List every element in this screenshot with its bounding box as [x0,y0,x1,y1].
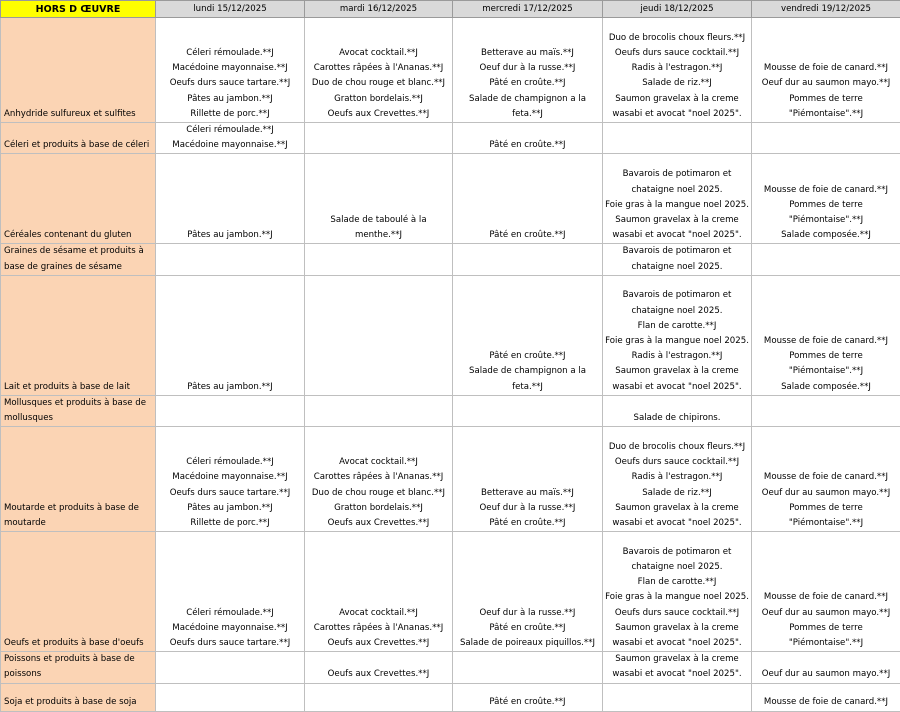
dish-item: Mousse de foie de canard.**J [754,470,898,485]
menu-cell-thursday [603,652,752,683]
dish-item: Oeufs durs sauce tartare.**J [158,76,302,91]
menu-cell-wednesday [453,652,603,683]
dish-item: Pâté en croûte.**J [455,228,600,243]
menu-cell-thursday [603,244,752,275]
dish-item: Mousse de foie de canard.**J [754,334,898,349]
dish-item: Pâté en croûte.**J [455,516,600,531]
dish-item: Flan de carotte.**J [605,319,749,334]
menu-body [1,18,900,712]
dish-item: Pommes de terre "Piémontaise".**J [754,92,898,122]
menu-cell-thursday [603,154,752,244]
dish-item: Avocat cocktail.**J [307,46,450,61]
dish-item: Bavarois de potimaron et chataigne noel 2025. [605,244,749,274]
menu-cell-tuesday [305,123,453,154]
dish-item: Mousse de foie de canard.**J [754,590,898,605]
dish-item: Saumon gravelax à la creme wasabi et avocat "noel 2025". [605,213,749,243]
dish-item: Salade composée.**J [754,380,898,395]
dish-item: Oeufs aux Crevettes.**J [307,636,450,651]
menu-cell-thursday [603,427,752,532]
dish-item: Oeufs durs sauce cocktail.**J [605,46,749,61]
menu-cell-friday [752,532,900,652]
dish-item: Saumon gravelax à la creme wasabi et avocat "noel 2025". [605,621,749,651]
allergen-row [1,244,900,275]
dish-item: Carottes râpées à l'Ananas.**J [307,621,450,636]
day-header-tuesday: mardi 16/12/2025 [305,1,453,18]
allergen-label: Mollusques et produits à base de mollusques [1,395,156,426]
dish-item: Saumon gravelax à la creme wasabi et avocat "noel 2025". [605,364,749,394]
menu-cell-friday [752,427,900,532]
allergen-row [1,275,900,395]
menu-cell-monday [156,532,305,652]
dish-item: Pommes de terre "Piémontaise".**J [754,349,898,379]
menu-cell-friday [752,154,900,244]
allergen-row [1,683,900,711]
dish-item: Carottes râpées à l'Ananas.**J [307,61,450,76]
dish-item: Pâté en croûte.**J [455,695,600,710]
menu-cell-tuesday [305,652,453,683]
dish-item: Salade de taboulé à la menthe.**J [307,213,450,243]
menu-cell-wednesday [453,275,603,395]
dish-item: Oeuf dur à la russe.**J [455,61,600,76]
dish-item: Pommes de terre "Piémontaise".**J [754,621,898,651]
menu-cell-friday [752,683,900,711]
allergen-row [1,395,900,426]
dish-item: Bavarois de potimaron et chataigne noel 2025. [605,288,749,318]
menu-cell-tuesday [305,395,453,426]
dish-item: Salade de riz.**J [605,486,749,501]
dish-item: Pommes de terre "Piémontaise".**J [754,501,898,531]
dish-item: Céleri rémoulade.**J [158,46,302,61]
allergen-label: Graines de sésame et produits à base de graines de sésame [1,244,156,275]
dish-item: Macédoine mayonnaise.**J [158,621,302,636]
dish-item: Pommes de terre "Piémontaise".**J [754,198,898,228]
menu-cell-tuesday [305,154,453,244]
menu-cell-monday [156,123,305,154]
dish-item: Betterave au maïs.**J [455,46,600,61]
dish-item: Salade de poireaux piquillos.**J [455,636,600,651]
dish-item: Oeufs durs sauce cocktail.**J [605,606,749,621]
dish-item: Radis à l'estragon.**J [605,349,749,364]
dish-item: Saumon gravelax à la creme wasabi et avocat "noel 2025". [605,92,749,122]
allergen-row [1,532,900,652]
allergen-row [1,427,900,532]
dish-item: Salade de champignon a la feta.**J [455,92,600,122]
menu-cell-monday [156,683,305,711]
allergen-label: Lait et produits à base de lait [1,275,156,395]
day-header-monday: lundi 15/12/2025 [156,1,305,18]
dish-item: Oeuf dur au saumon mayo.**J [754,667,898,682]
corner-label: HORS D ŒUVRE [1,1,156,18]
dish-item: Foie gras à la mangue noel 2025. [605,198,749,213]
dish-item: Oeufs aux Crevettes.**J [307,516,450,531]
dish-item: Macédoine mayonnaise.**J [158,61,302,76]
allergen-label: Oeufs et produits à base d'oeufs [1,532,156,652]
allergen-row [1,18,900,123]
menu-cell-thursday [603,532,752,652]
menu-cell-tuesday [305,244,453,275]
dish-item: Duo de chou rouge et blanc.**J [307,76,450,91]
allergen-row [1,154,900,244]
dish-item: Carottes râpées à l'Ananas.**J [307,470,450,485]
dish-item: Foie gras à la mangue noel 2025. [605,590,749,605]
menu-cell-wednesday [453,532,603,652]
menu-cell-wednesday [453,154,603,244]
menu-cell-monday [156,18,305,123]
dish-item: Radis à l'estragon.**J [605,470,749,485]
dish-item: Salade de champignon a la feta.**J [455,364,600,394]
menu-cell-friday [752,18,900,123]
menu-cell-monday [156,427,305,532]
dish-item: Macédoine mayonnaise.**J [158,138,302,153]
menu-cell-friday [752,275,900,395]
allergen-row [1,123,900,154]
allergen-label: Moutarde et produits à base de moutarde [1,427,156,532]
allergen-label: Poissons et produits à base de poissons [1,652,156,683]
dish-item: Pâtes au jambon.**J [158,92,302,107]
menu-cell-friday [752,244,900,275]
menu-cell-thursday [603,275,752,395]
dish-item: Oeufs durs sauce cocktail.**J [605,455,749,470]
menu-cell-wednesday [453,683,603,711]
menu-cell-monday [156,652,305,683]
menu-cell-friday [752,652,900,683]
dish-item: Gratton bordelais.**J [307,501,450,516]
dish-item: Bavarois de potimaron et chataigne noel 2025. [605,167,749,197]
menu-cell-tuesday [305,532,453,652]
allergen-label: Soja et produits à base de soja [1,683,156,711]
allergen-label: Céleri et produits à base de céleri [1,123,156,154]
dish-item: Duo de chou rouge et blanc.**J [307,486,450,501]
menu-cell-thursday [603,18,752,123]
dish-item: Pâté en croûte.**J [455,76,600,91]
menu-cell-friday [752,123,900,154]
menu-cell-monday [156,275,305,395]
dish-item: Oeufs durs sauce tartare.**J [158,636,302,651]
dish-item: Oeuf dur au saumon mayo.**J [754,606,898,621]
dish-item: Betterave au maïs.**J [455,486,600,501]
day-header-wednesday: mercredi 17/12/2025 [453,1,603,18]
menu-cell-monday [156,244,305,275]
menu-cell-wednesday [453,427,603,532]
dish-item: Pâtes au jambon.**J [158,380,302,395]
dish-item: Bavarois de potimaron et chataigne noel 2025. [605,545,749,575]
allergen-row [1,652,900,683]
allergen-label: Céréales contenant du gluten [1,154,156,244]
dish-item: Céleri rémoulade.**J [158,123,302,138]
dish-item: Avocat cocktail.**J [307,455,450,470]
dish-item: Céleri rémoulade.**J [158,606,302,621]
menu-cell-friday [752,395,900,426]
dish-item: Rillette de porc.**J [158,107,302,122]
menu-cell-monday [156,154,305,244]
menu-cell-wednesday [453,123,603,154]
dish-item: Macédoine mayonnaise.**J [158,470,302,485]
dish-item: Oeuf dur à la russe.**J [455,606,600,621]
dish-item: Pâté en croûte.**J [455,621,600,636]
dish-item: Oeufs aux Crevettes.**J [307,107,450,122]
allergen-label: Anhydride sulfureux et sulfites [1,18,156,123]
dish-item: Oeuf dur au saumon mayo.**J [754,76,898,91]
dish-item: Oeufs aux Crevettes.**J [307,667,450,682]
dish-item: Radis à l'estragon.**J [605,61,749,76]
dish-item: Mousse de foie de canard.**J [754,695,898,710]
dish-item: Rillette de porc.**J [158,516,302,531]
dish-item: Salade de riz.**J [605,76,749,91]
dish-item: Saumon gravelax à la creme wasabi et avocat "noel 2025". [605,652,749,682]
dish-item: Flan de carotte.**J [605,575,749,590]
menu-cell-wednesday [453,18,603,123]
menu-cell-wednesday [453,244,603,275]
dish-item: Salade de chipirons. [605,411,749,426]
day-header-thursday: jeudi 18/12/2025 [603,1,752,18]
menu-cell-tuesday [305,275,453,395]
menu-cell-thursday [603,395,752,426]
dish-item: Salade composée.**J [754,228,898,243]
menu-cell-tuesday [305,18,453,123]
dish-item: Mousse de foie de canard.**J [754,183,898,198]
dish-item: Foie gras à la mangue noel 2025. [605,334,749,349]
menu-cell-thursday [603,123,752,154]
dish-item: Saumon gravelax à la creme wasabi et avocat "noel 2025". [605,501,749,531]
dish-item: Avocat cocktail.**J [307,606,450,621]
dish-item: Oeuf dur à la russe.**J [455,501,600,516]
dish-item: Mousse de foie de canard.**J [754,61,898,76]
dish-item: Pâtes au jambon.**J [158,501,302,516]
menu-cell-monday [156,395,305,426]
dish-item: Pâtes au jambon.**J [158,228,302,243]
dish-item: Pâté en croûte.**J [455,349,600,364]
menu-cell-tuesday [305,683,453,711]
dish-item: Duo de brocolis choux fleurs.**J [605,440,749,455]
dish-item: Duo de brocolis choux fleurs.**J [605,31,749,46]
header-row [1,1,900,18]
dish-item: Oeufs durs sauce tartare.**J [158,486,302,501]
menu-cell-tuesday [305,427,453,532]
dish-item: Gratton bordelais.**J [307,92,450,107]
dish-item: Oeuf dur au saumon mayo.**J [754,486,898,501]
day-header-friday: vendredi 19/12/2025 [752,1,900,18]
dish-item: Céleri rémoulade.**J [158,455,302,470]
menu-cell-wednesday [453,395,603,426]
dish-item: Pâté en croûte.**J [455,138,600,153]
menu-cell-thursday [603,683,752,711]
